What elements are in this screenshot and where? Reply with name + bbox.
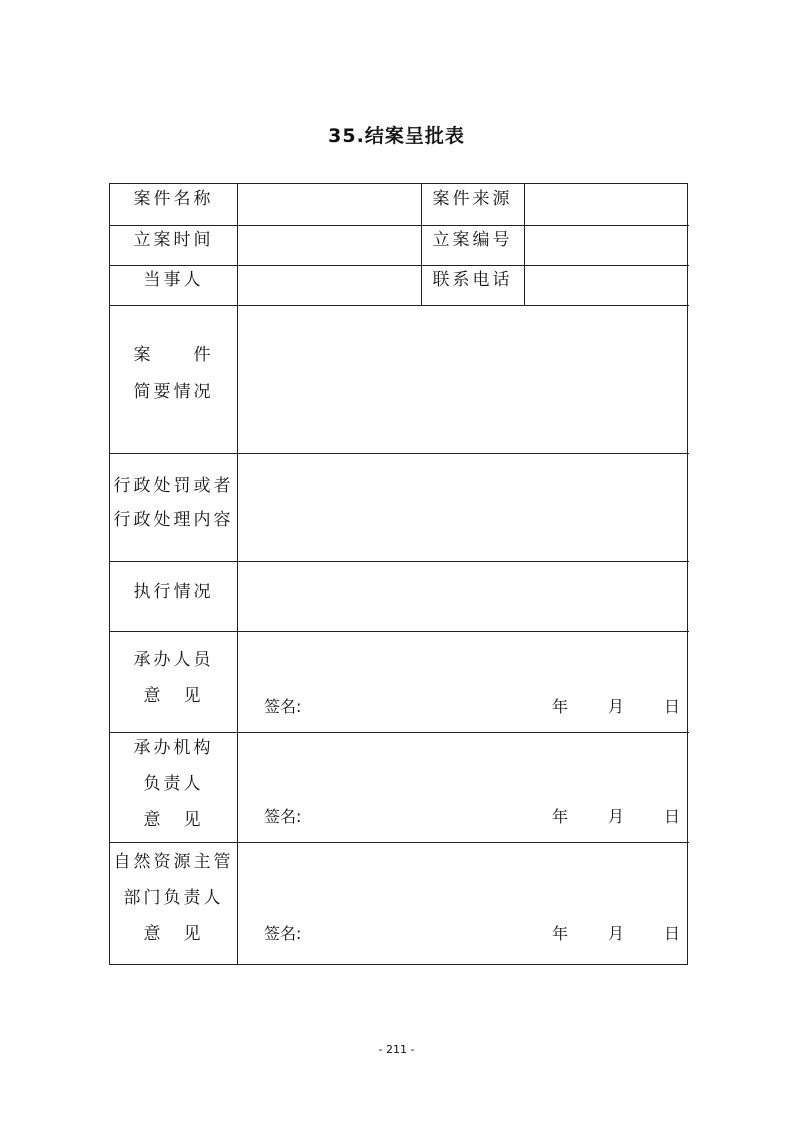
dept-head-signature-label[interactable]: 签名: [264, 807, 302, 826]
authority-head-year-label: 年 [552, 924, 569, 943]
row-divider [110, 561, 689, 562]
handler-signature-label[interactable]: 签名: [264, 697, 302, 716]
authority-head-month-label: 月 [608, 924, 625, 943]
row-divider [110, 225, 689, 226]
handler-month-label: 月 [608, 697, 625, 716]
case-summary-label-line2: 简要情况 [133, 382, 214, 402]
handler-year-label: 年 [552, 697, 569, 716]
filing-date-label: 立案时间 [133, 230, 214, 250]
label-column-divider [237, 184, 238, 965]
party-label: 当事人 [143, 270, 204, 290]
dept-head-opinion-label-line3: 意 见 [143, 810, 204, 830]
row-divider [110, 305, 689, 306]
case-summary-label-line1: 案 件 [133, 345, 214, 365]
column-divider [524, 184, 525, 305]
execution-label: 执行情况 [133, 582, 214, 602]
dept-head-opinion-label-line1: 承办机构 [133, 738, 214, 758]
case-source-label: 案件来源 [432, 189, 513, 209]
authority-head-day-label: 日 [664, 924, 681, 943]
row-divider [110, 453, 689, 454]
row-divider [110, 842, 689, 843]
form-title: 35.结案呈批表 [328, 125, 465, 147]
phone-label: 联系电话 [432, 270, 513, 290]
case-name-label: 案件名称 [133, 189, 214, 209]
dept-head-month-label: 月 [608, 807, 625, 826]
authority-head-signature-label[interactable]: 签名: [264, 924, 302, 943]
dept-head-opinion-label-line2: 负责人 [143, 774, 204, 794]
filing-number-label: 立案编号 [432, 230, 513, 250]
dept-head-year-label: 年 [552, 807, 569, 826]
penalty-label-line1: 行政处罚或者 [113, 476, 234, 496]
handler-opinion-label-line2: 意 见 [143, 686, 204, 706]
row-divider [110, 631, 689, 632]
penalty-label-line2: 行政处理内容 [113, 510, 234, 530]
page-number: - 211 - [378, 1043, 415, 1056]
dept-head-day-label: 日 [664, 807, 681, 826]
handler-opinion-label-line1: 承办人员 [133, 650, 214, 670]
authority-head-opinion-label-line1: 自然资源主管 [113, 852, 234, 872]
row-divider [110, 732, 689, 733]
authority-head-opinion-label-line3: 意 见 [143, 924, 204, 944]
case-closing-approval-form [109, 183, 688, 965]
authority-head-opinion-label-line2: 部门负责人 [123, 888, 224, 908]
row-divider [110, 265, 689, 266]
handler-day-label: 日 [664, 697, 681, 716]
